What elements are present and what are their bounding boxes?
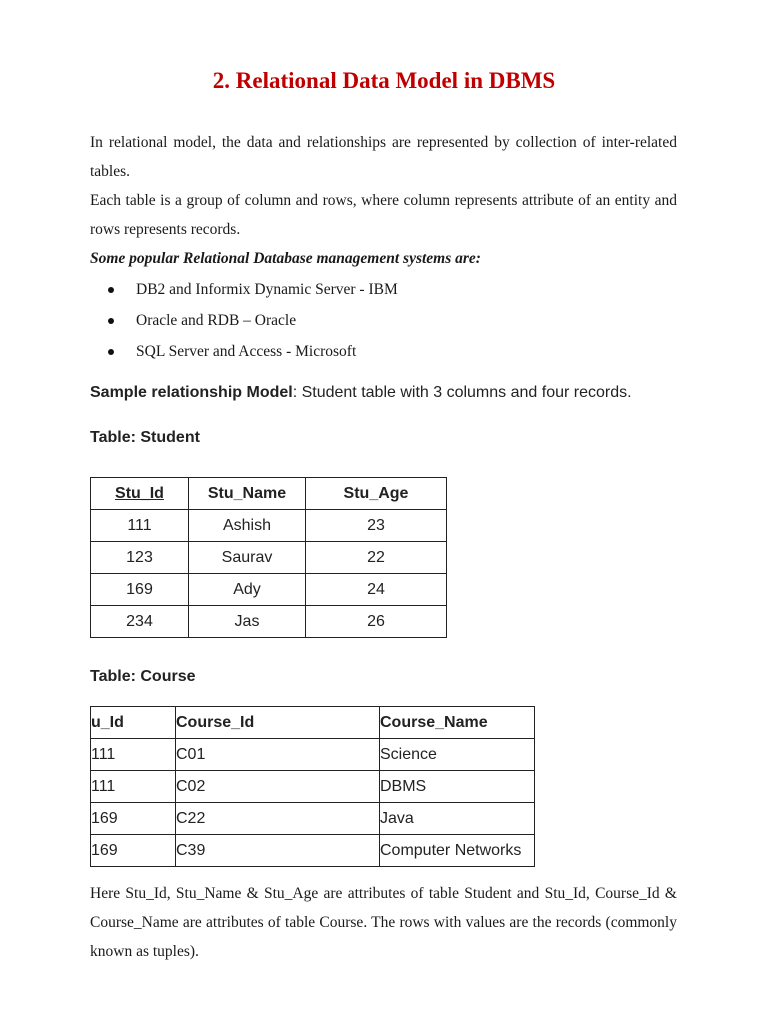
list-item: Oracle and RDB – Oracle [108,305,398,336]
table-row: 234 Jas 26 [91,606,447,638]
table-row: 169 C39 Computer Networks [91,835,535,867]
list-item: DB2 and Informix Dynamic Server - IBM [108,274,398,305]
bullet-icon [108,318,114,324]
student-table [90,477,447,638]
table-row: 111 C01 Science [91,739,535,771]
list-item: SQL Server and Access - Microsoft [108,336,398,367]
table-header-row: u_Id Course_Id Course_Name [91,707,535,739]
rdbms-list [108,274,398,367]
closing-paragraph: Here Stu_Id, Stu_Name & Stu_Age are attributes of table Student and Stu_Id, Course_Id & Course_Name are attributes of table Course. The rows with values are the records (commonly known as tuples). [90,885,677,960]
bullet-icon [108,349,114,355]
table-row: 123 Saurav 22 [91,542,447,574]
table-row: 169 Ady 24 [91,574,447,606]
rdbms-heading: Some popular Relational Database management systems are: [90,250,481,267]
student-table-label: Table: Student [90,429,200,446]
intro-paragraph-1: In relational model, the data and relationships are represented by collection of inter-related tables. [90,134,677,180]
sample-description: Sample relationship Model: Student table with 3 columns and four records. [90,384,632,401]
page-title: 2. Relational Data Model in DBMS [212,68,556,93]
bullet-icon [108,287,114,293]
table-header-row: Stu_Id Stu_Name Stu_Age [91,478,447,510]
course-table-label: Table: Course [90,668,196,685]
intro-paragraph-2: Each table is a group of column and rows, where column represents attribute of an entity and rows represents records. [90,192,677,238]
table-row: 111 Ashish 23 [91,510,447,542]
course-table [90,706,535,867]
table-row: 111 C02 DBMS [91,771,535,803]
table-row: 169 C22 Java [91,803,535,835]
